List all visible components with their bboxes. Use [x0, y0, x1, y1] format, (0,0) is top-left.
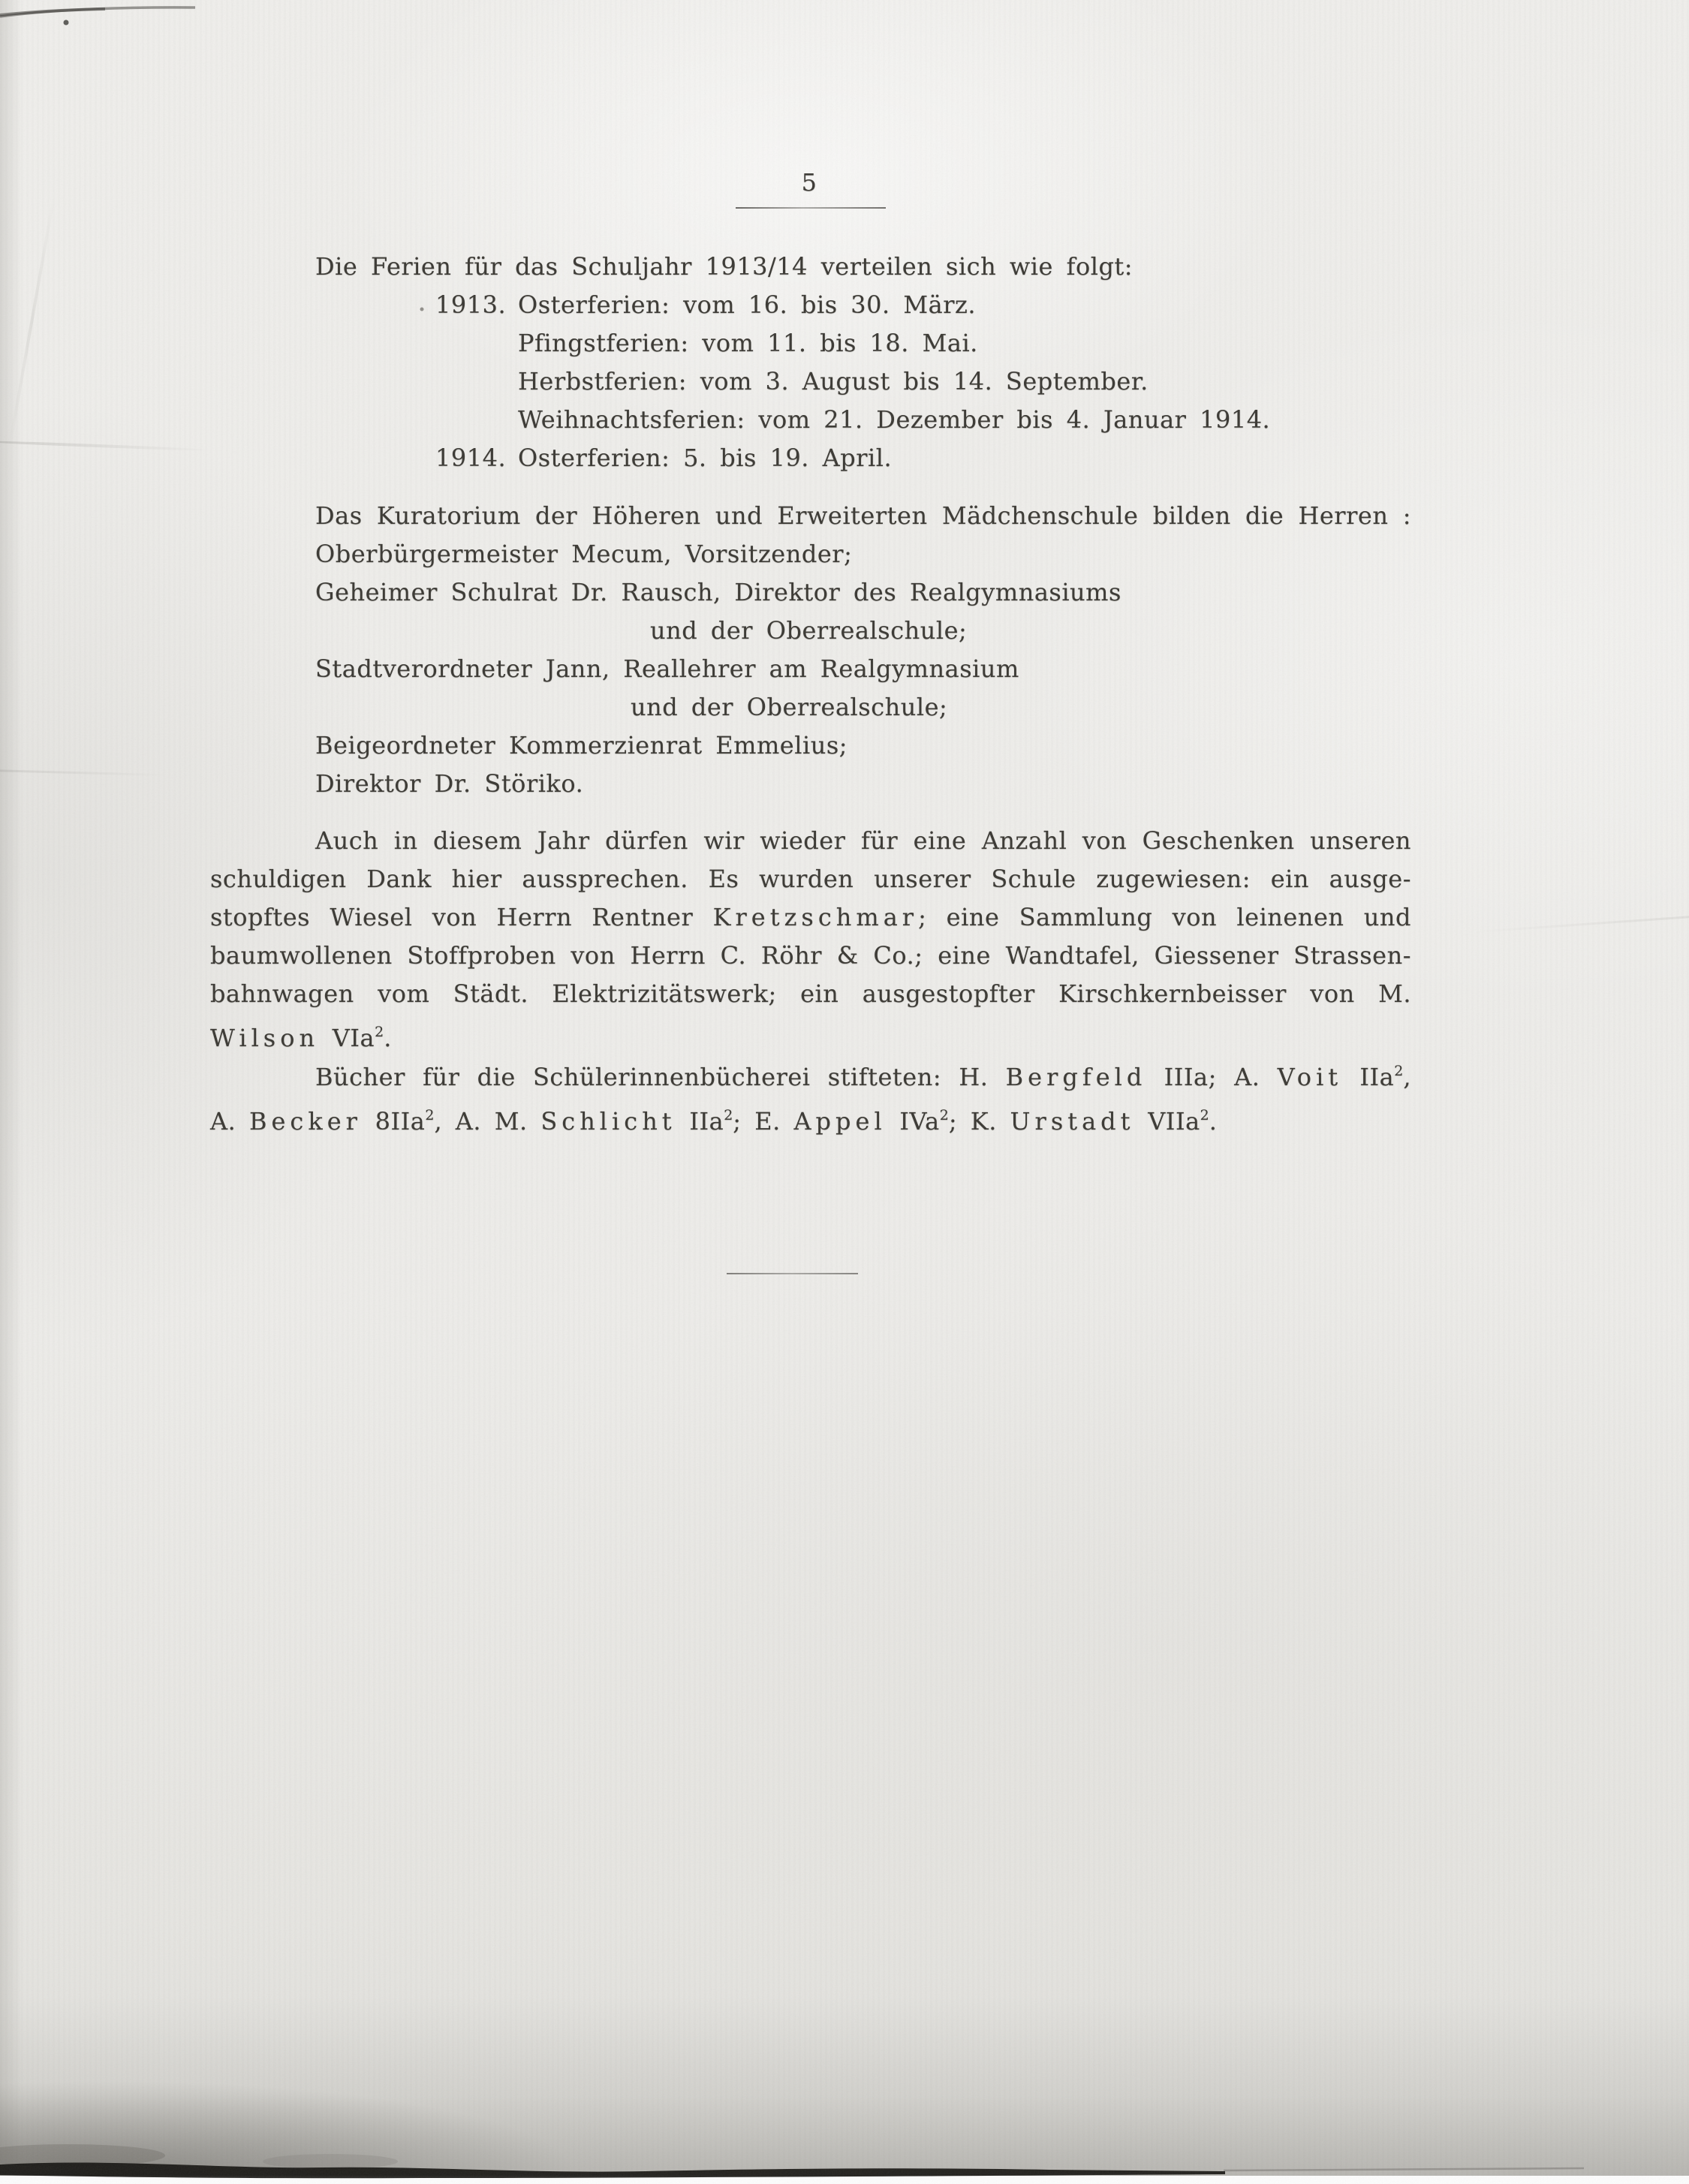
text-line — [210, 937, 1411, 975]
text-line: Geheimer Schulrat Dr. Rausch, Direktor des Realgymnasiums — [315, 578, 1121, 606]
ferien-text: Herbstferien: vom 3. August bis 14. September. — [518, 367, 1149, 396]
text-segment: ; eine Sammlung von leinenen und — [918, 903, 1412, 931]
scan-shadow-left — [0, 0, 23, 2184]
paper-crease — [0, 769, 165, 776]
text-segment: 8IIa — [361, 1107, 426, 1136]
text-segment: Bücher für die Schülerinnenbücherei stifteten: H. — [315, 1063, 1006, 1091]
ferien-list-item — [210, 286, 1411, 324]
text-segment: Auch in diesem Jahr dürfen wir wieder für eine Anzahl von Geschenken unseren — [315, 826, 1411, 855]
text-line — [210, 975, 1411, 1013]
spaced-name: Wilson — [210, 1024, 320, 1052]
paper-crease — [8, 197, 56, 449]
section-kuratorium — [210, 497, 1411, 803]
spaced-name: Appel — [793, 1107, 887, 1136]
paper-crease — [1471, 916, 1689, 934]
ink-speck — [64, 20, 69, 26]
text-segment: . — [1209, 1107, 1218, 1136]
text-segment: ; E. — [733, 1107, 794, 1136]
ferien-text: Osterferien: vom 16. bis 30. März. — [518, 290, 977, 319]
text-segment: , A. M. — [434, 1107, 541, 1136]
superscript: 2 — [1200, 1107, 1209, 1124]
text-line: Direktor Dr. Störiko. — [315, 769, 584, 798]
spaced-name: Urstadt — [1010, 1107, 1135, 1136]
spaced-name: Schlicht — [540, 1107, 676, 1136]
year-label: 1913. — [435, 290, 507, 319]
text-segment: bahnwagen vom Städt. Elektrizitätswerk; ein ausgestopfter Kirschkernbeisser von M. — [210, 979, 1411, 1008]
text-segment: IIa — [1342, 1063, 1395, 1091]
ferien-text: Osterferien: 5. bis 19. April. — [518, 444, 893, 472]
text-line — [210, 1013, 1411, 1057]
text-segment: baumwollenen Stoffproben von Herrn C. Röhr & Co.; eine Wandtafel, Giessener Strassen- — [210, 941, 1411, 970]
text-segment: ; K. — [948, 1107, 1010, 1136]
text-segment: IVa — [886, 1107, 940, 1136]
text-line: Die Ferien für das Schuljahr 1913/14 verteilen sich wie folgt: — [315, 252, 1134, 281]
scan-edge-top — [0, 9, 105, 15]
text-segment: VIa — [319, 1024, 375, 1052]
page-content — [210, 0, 1411, 2184]
section-ferien — [210, 248, 1411, 477]
ferien-list-item — [210, 324, 1411, 362]
superscript: 2 — [939, 1107, 949, 1124]
text-line: und der Oberrealschule; — [631, 693, 948, 721]
ferien-list-item — [210, 439, 1411, 477]
text-segment: , — [1403, 1063, 1412, 1091]
text-line: Das Kuratorium der Höheren und Erweiterten Mädchenschule bilden die Herren : — [315, 501, 1411, 530]
ferien-text: Pfingstferien: vom 11. bis 18. Mai. — [518, 329, 978, 357]
spaced-name: Becker — [248, 1107, 362, 1136]
ferien-text: Weihnachtsferien: vom 21. Dezember bis 4. Januar 1914. — [518, 405, 1271, 434]
text-segment: IIa — [676, 1107, 724, 1136]
text-line — [210, 822, 1411, 860]
text-line: Beigeordneter Kommerzienrat Emmelius; — [315, 731, 848, 760]
section-geschenke — [210, 822, 1411, 1057]
spaced-name: Bergfeld — [1005, 1063, 1147, 1091]
superscript: 2 — [1394, 1063, 1404, 1079]
page-number: 5 — [801, 168, 817, 197]
ferien-list-item — [210, 401, 1411, 439]
text-line: Oberbürgermeister Mecum, Vorsitzender; — [315, 540, 853, 568]
paper-crease — [0, 440, 218, 452]
year-label: 1914. — [435, 444, 507, 472]
text-segment: stopftes Wiesel von Herrn Rentner — [210, 903, 713, 931]
text-line: und der Oberrealschule; — [650, 616, 968, 645]
text-line — [210, 1097, 1411, 1141]
text-segment: . — [384, 1024, 392, 1052]
scan-smudge — [0, 2144, 165, 2167]
section-divider-rule — [727, 1273, 858, 1274]
spaced-name: Kretzschmar — [712, 903, 919, 931]
superscript: 2 — [375, 1024, 384, 1040]
text-line — [210, 860, 1411, 898]
text-line — [210, 898, 1411, 937]
ferien-list-item — [210, 362, 1411, 401]
text-segment: VIIa — [1134, 1107, 1200, 1136]
text-segment: IIIa; A. — [1146, 1063, 1278, 1091]
spaced-name: Voit — [1277, 1063, 1343, 1091]
scan-edge-top — [0, 8, 195, 17]
text-segment: schuldigen Dank hier aussprechen. Es wurden unserer Schule zugewiesen: ein ausge- — [210, 865, 1411, 893]
text-line: Stadtverordneter Jann, Reallehrer am Realgymnasium — [315, 654, 1019, 683]
section-buecher — [210, 1052, 1411, 1141]
text-segment: A. — [210, 1107, 249, 1136]
superscript: 2 — [425, 1107, 435, 1124]
superscript: 2 — [724, 1107, 733, 1124]
text-line — [210, 1052, 1411, 1097]
